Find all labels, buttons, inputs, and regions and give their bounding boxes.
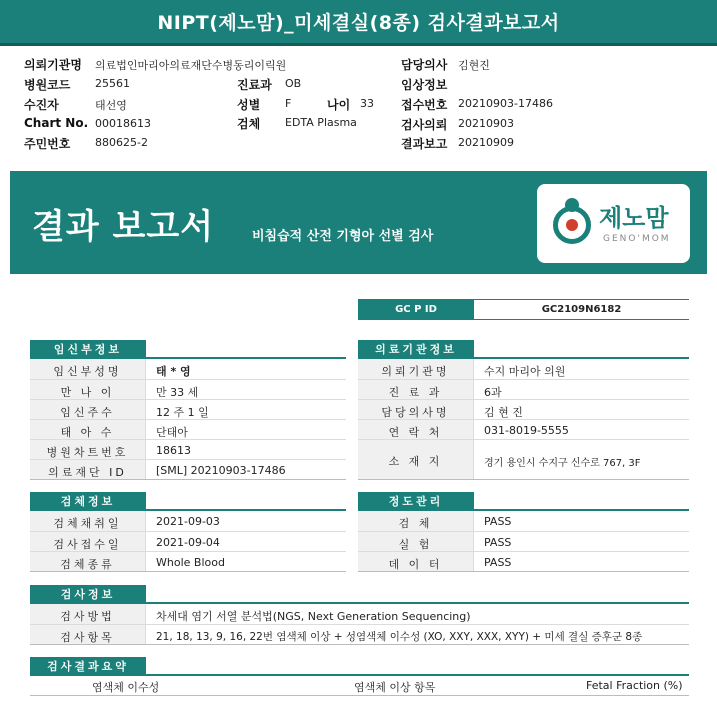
- quality-section-header: 정도관리: [358, 492, 474, 511]
- doctor-label: 담당의사: [401, 58, 448, 72]
- row-label: 검체채취일: [30, 511, 146, 531]
- row-label: 실 험: [358, 532, 474, 551]
- sex-label: 성별: [237, 98, 261, 112]
- table-row: [30, 459, 346, 479]
- gcpid-label: GC P ID: [358, 299, 474, 320]
- row-label: 검사항목: [30, 625, 146, 644]
- hospital-code-label: 병원코드: [24, 78, 71, 92]
- row-value: 2021-09-04: [156, 536, 220, 549]
- row-label: 검체종류: [30, 552, 146, 571]
- sex-value: F: [285, 97, 292, 110]
- institution-label: 의뢰기관명: [24, 58, 82, 72]
- table-row: [358, 399, 689, 419]
- age-label: 나이: [327, 98, 351, 112]
- row-label: 의뢰기관명: [358, 359, 474, 379]
- row-label: 연 락 처: [358, 420, 474, 439]
- logo-head-icon: [565, 198, 579, 212]
- row-value: PASS: [484, 536, 512, 549]
- row-value: 단태아: [156, 426, 188, 439]
- age-value: 33: [360, 97, 374, 110]
- hospital-code-value: 25561: [95, 77, 130, 90]
- reception-label: 접수번호: [401, 98, 448, 112]
- row-label: 검사방법: [30, 604, 146, 624]
- request-value: 20210903: [458, 117, 514, 130]
- row-label: 검 체: [358, 511, 474, 531]
- institution-value: 의료법인마리아의료재단수병동리이릭원: [95, 59, 287, 72]
- table-row: [358, 359, 689, 379]
- patient-header: [0, 54, 717, 154]
- table-row: [358, 419, 689, 439]
- table-row: [358, 379, 689, 399]
- row-value: 김 현 진: [484, 406, 523, 419]
- row-value: 12 주 1 일: [156, 406, 209, 419]
- report-date-label: 결과보고: [401, 137, 448, 151]
- patient-value: 태선영: [95, 99, 127, 112]
- specimen-value: EDTA Plasma: [285, 116, 357, 129]
- dept-label: 진료과: [237, 78, 272, 92]
- table-row: [358, 511, 689, 531]
- specimen-table: [30, 511, 346, 572]
- row-label: 담당의사명: [358, 400, 474, 419]
- test-section-header: 검사정보: [30, 585, 146, 604]
- table-row: [30, 379, 346, 399]
- institution-section-header: 의료기관정보: [358, 340, 474, 359]
- summary-section-header: 검사결과요약: [30, 657, 146, 676]
- reception-value: 20210903-17486: [458, 97, 553, 110]
- summary-column-headers: [30, 676, 689, 696]
- row-value: 18613: [156, 444, 191, 457]
- row-label: 임신부성명: [30, 359, 146, 379]
- chart-value: 00018613: [95, 117, 151, 130]
- row-label: 소 재 지: [358, 440, 474, 479]
- table-row: [30, 604, 689, 624]
- pregnancy-table: [30, 359, 346, 480]
- report-date-value: 20210909: [458, 136, 514, 149]
- table-row: [358, 551, 689, 571]
- clinical-label: 임상정보: [401, 78, 448, 92]
- summary-col-abnormal: 염색체 이상 항목: [354, 681, 436, 694]
- summary-col-aneuploidy: 염색체 이수성: [92, 681, 160, 694]
- row-value: [SML] 20210903-17486: [156, 464, 286, 477]
- table-row: [358, 439, 689, 479]
- table-row: [30, 359, 346, 379]
- banner-title: 결과 보고서: [32, 207, 215, 247]
- logo-subtext: GENO'MOM: [603, 234, 671, 244]
- request-label: 검사의뢰: [401, 118, 448, 132]
- patient-label: 수진자: [24, 98, 59, 112]
- table-row: [30, 419, 346, 439]
- row-value: 태 * 영: [156, 365, 191, 378]
- logo-core-icon: [566, 219, 578, 231]
- dept-value: OB: [285, 77, 302, 90]
- row-value: 21, 18, 13, 9, 16, 22번 염색체 이상 + 성염색체 이수성 (XO, XXY, XXX, XYY) + 미세 결실 증후군 8종: [156, 631, 643, 643]
- doctor-value: 김현진: [458, 59, 490, 72]
- institution-table: [358, 359, 689, 480]
- row-value: PASS: [484, 556, 512, 569]
- summary-col-fetal-fraction: Fetal Fraction (%): [586, 679, 683, 692]
- row-label: 임신주수: [30, 400, 146, 419]
- quality-table: [358, 511, 689, 572]
- report-banner: [10, 171, 707, 274]
- row-label: 의료재단 ID: [30, 460, 146, 479]
- row-value: 만 33 세: [156, 386, 199, 399]
- table-row: [30, 439, 346, 459]
- table-row: [30, 624, 689, 644]
- row-label: 만 나 이: [30, 380, 146, 399]
- report-title: NIPT(제노맘)_미세결실(8종) 검사결과보고서: [0, 0, 717, 46]
- table-row: [30, 511, 346, 531]
- gcpid-value: GC2109N6182: [474, 299, 689, 320]
- row-label: 병원차트번호: [30, 440, 146, 459]
- row-value: PASS: [484, 515, 512, 528]
- specimen-label: 검체: [237, 117, 261, 131]
- genomom-logo: [537, 184, 690, 263]
- chart-label: Chart No.: [24, 116, 89, 130]
- table-row: [30, 399, 346, 419]
- row-value: Whole Blood: [156, 556, 225, 569]
- id-label: 주민번호: [24, 137, 71, 151]
- table-row: [358, 531, 689, 551]
- row-label: 데 이 터: [358, 552, 474, 571]
- specimen-section-header: 검체정보: [30, 492, 146, 511]
- row-value: 031-8019-5555: [484, 424, 569, 437]
- test-table: [30, 604, 689, 645]
- table-row: [30, 531, 346, 551]
- logo-name: 제노맘: [599, 204, 669, 232]
- row-label: 진 료 과: [358, 380, 474, 399]
- pregnancy-section-header: 임신부정보: [30, 340, 146, 359]
- row-value: 차세대 염기 서열 분석법(NGS, Next Generation Sequencing): [156, 610, 471, 623]
- row-value: 6과: [484, 386, 502, 399]
- row-label: 태 아 수: [30, 420, 146, 439]
- table-row: [30, 551, 346, 571]
- banner-subtitle: 비침습적 산전 기형아 선별 검사: [252, 229, 434, 244]
- row-value: 수지 마리아 의원: [484, 365, 566, 378]
- row-value: 2021-09-03: [156, 515, 220, 528]
- id-value: 880625-2: [95, 136, 148, 149]
- row-value: 경기 용인시 수지구 신수로 767, 3F: [484, 458, 641, 469]
- row-label: 검사접수일: [30, 532, 146, 551]
